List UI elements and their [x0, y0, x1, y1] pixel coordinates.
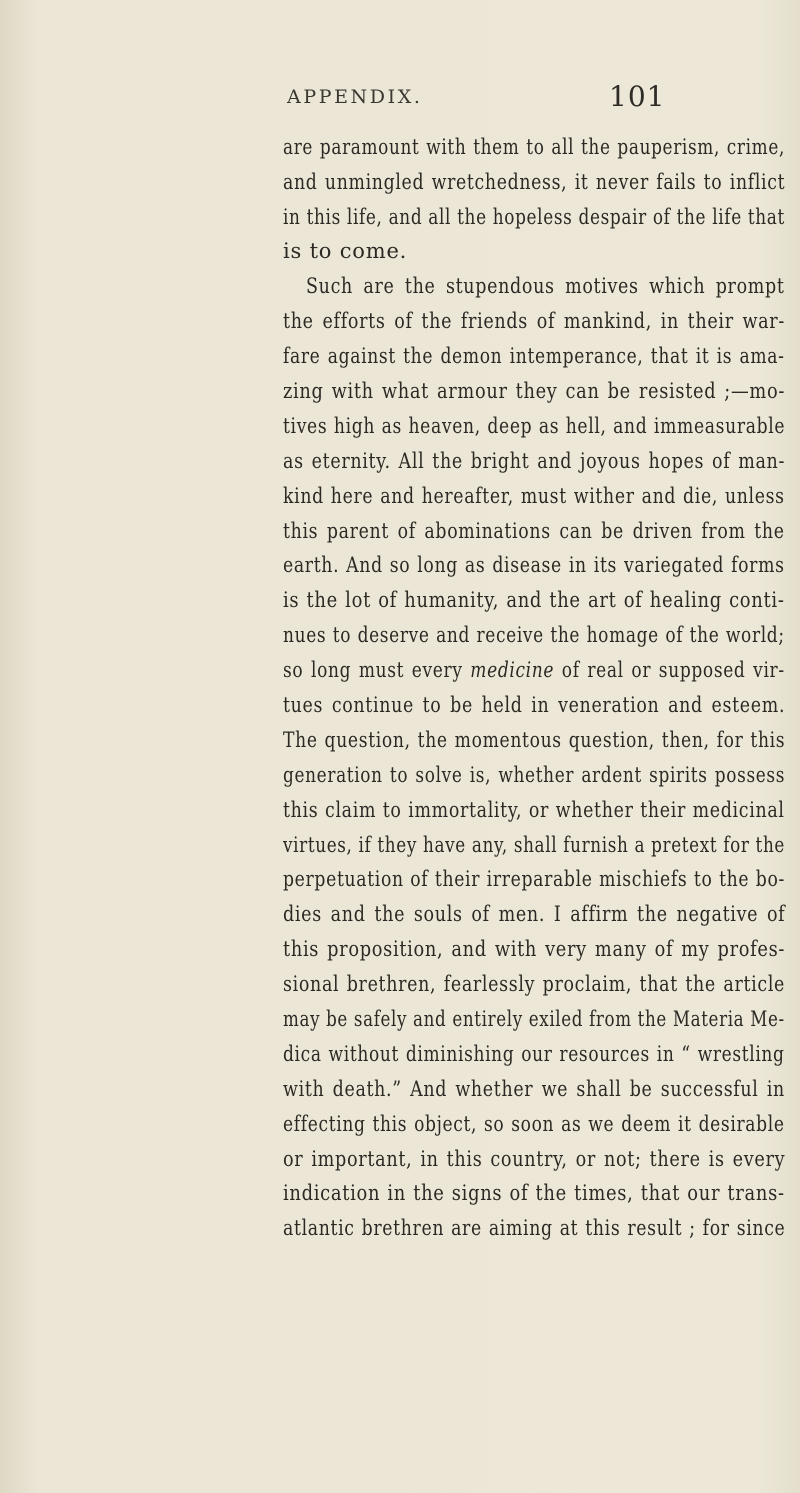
text-line: may be safely and entirely exiled from the Materia Me-: [283, 1007, 785, 1031]
text-line: virtues, if they have any, shall furnish a pretext for the: [283, 833, 786, 857]
text-line: in this life, and all the hopeless despair of the life that: [283, 205, 785, 229]
text-line: are paramount with them to all the pauperism, crime,: [283, 135, 785, 159]
text-line: this parent of abominations can be driven from the: [283, 519, 785, 543]
text-line: the efforts of the friends of mankind, in their war-: [283, 309, 785, 333]
text-line: nues to deserve and receive the homage of the world;: [283, 623, 785, 647]
text-line: is the lot of humanity, and the art of healing conti-: [283, 588, 785, 612]
text-line: sional brethren, fearlessly proclaim, that the article: [283, 972, 786, 996]
text-line: and unmingled wretchedness, it never fails to inflict: [283, 170, 786, 194]
text-line: tues continue to be held in veneration and esteem.: [283, 693, 786, 717]
text-line: effecting this object, so soon as we deem it desirable: [283, 1112, 785, 1136]
text-line: [283, 651, 785, 689]
text-line: or important, in this country, or not; there is every: [283, 1147, 786, 1171]
text-line: zing with what armour they can be resisted ;—mo-: [283, 379, 786, 403]
running-head: APPENDIX.: [287, 86, 423, 108]
text-line: this proposition, and with very many of my profes-: [283, 937, 786, 961]
text-line: tives high as heaven, deep as hell, and immeasurable: [283, 414, 786, 438]
text-line: Such are the stupendous motives which prompt: [306, 274, 785, 298]
text-line: kind here and hereafter, must wither and die, unless: [283, 484, 785, 508]
text-line: this claim to immortality, or whether their medicinal: [283, 798, 785, 822]
text-line: indication in the signs of the times, that our trans-: [283, 1181, 785, 1205]
text-line: The question, the momentous question, then, for this: [283, 728, 786, 752]
text-line: earth. And so long as disease in its variegated forms: [283, 553, 785, 577]
text-line: is to come.: [283, 239, 408, 263]
text-line: generation to solve is, whether ardent spirits possess: [283, 763, 786, 787]
text-line: dica without diminishing our resources in “ wrestling: [283, 1042, 785, 1066]
text-run: so long must every: [283, 658, 463, 682]
italic-word: medicine: [470, 658, 555, 682]
page-header: [0, 80, 800, 120]
text-line: fare against the demon intemperance, that it is ama-: [283, 344, 785, 368]
text-line: with death.” And whether we shall be successful in: [283, 1077, 785, 1101]
text-line: perpetuation of their irreparable mischiefs to the bo-: [283, 867, 785, 891]
page-number: 101: [609, 80, 666, 113]
text-run: of real or supposed vir-: [561, 658, 785, 682]
text-line: atlantic brethren are aiming at this result ; for since: [283, 1216, 786, 1240]
text-line: as eternity. All the bright and joyous hopes of man-: [283, 449, 786, 473]
text-line: dies and the souls of men. I affirm the negative of: [283, 902, 786, 926]
